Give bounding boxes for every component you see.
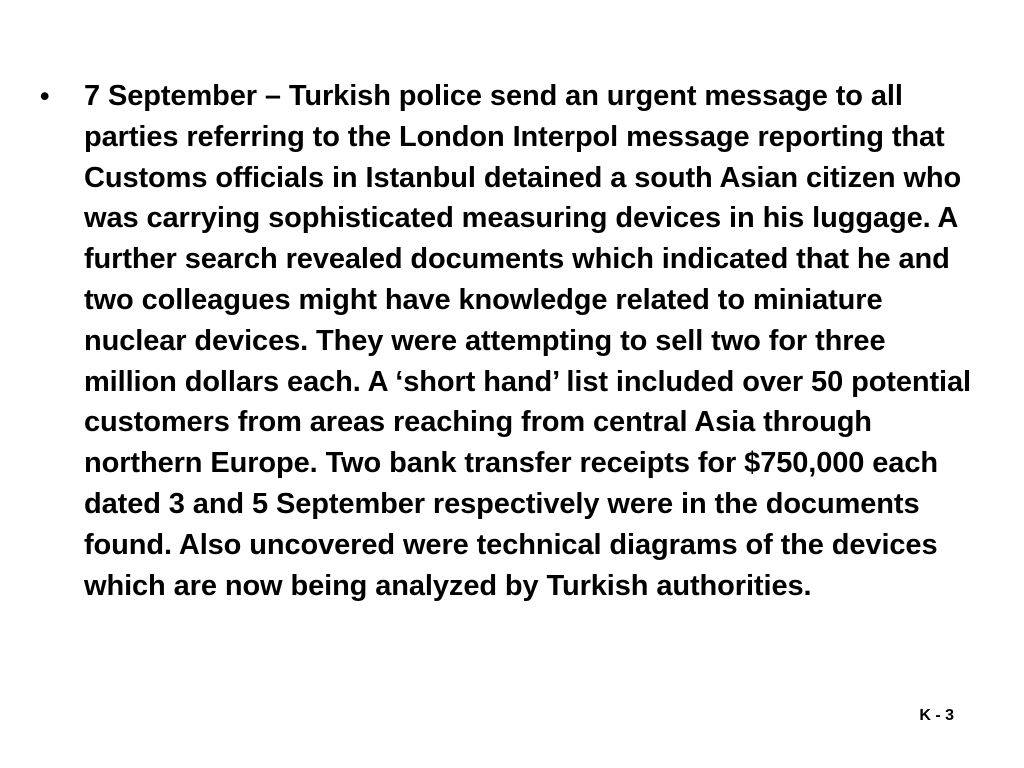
page-number: K - 3 xyxy=(919,707,954,724)
bullet-text: 7 September – Turkish police send an urgent message to all parties referring to the London Interpol message reporting that Customs officials in Istanbul detained a south Asian citizen who was carrying sophisticated measuring devices in his luggage. A further search revealed documents which indicated that he and two colleagues might have knowledge related to miniature nuclear devices. They were attempting to sell two for three million dollars each. A ‘short hand’ list included over 50 potential customers from areas reaching from central Asia through northern Europe. Two bank transfer receipts for $750,000 each dated 3 and 5 September respectively were in the documents found. Also uncovered were technical diagrams of the devices which are now being analyzed by Turkish authorities. xyxy=(84,80,972,602)
bullet-item xyxy=(40,76,975,606)
bullet-list xyxy=(40,76,975,606)
bullet-icon: • xyxy=(40,81,50,111)
